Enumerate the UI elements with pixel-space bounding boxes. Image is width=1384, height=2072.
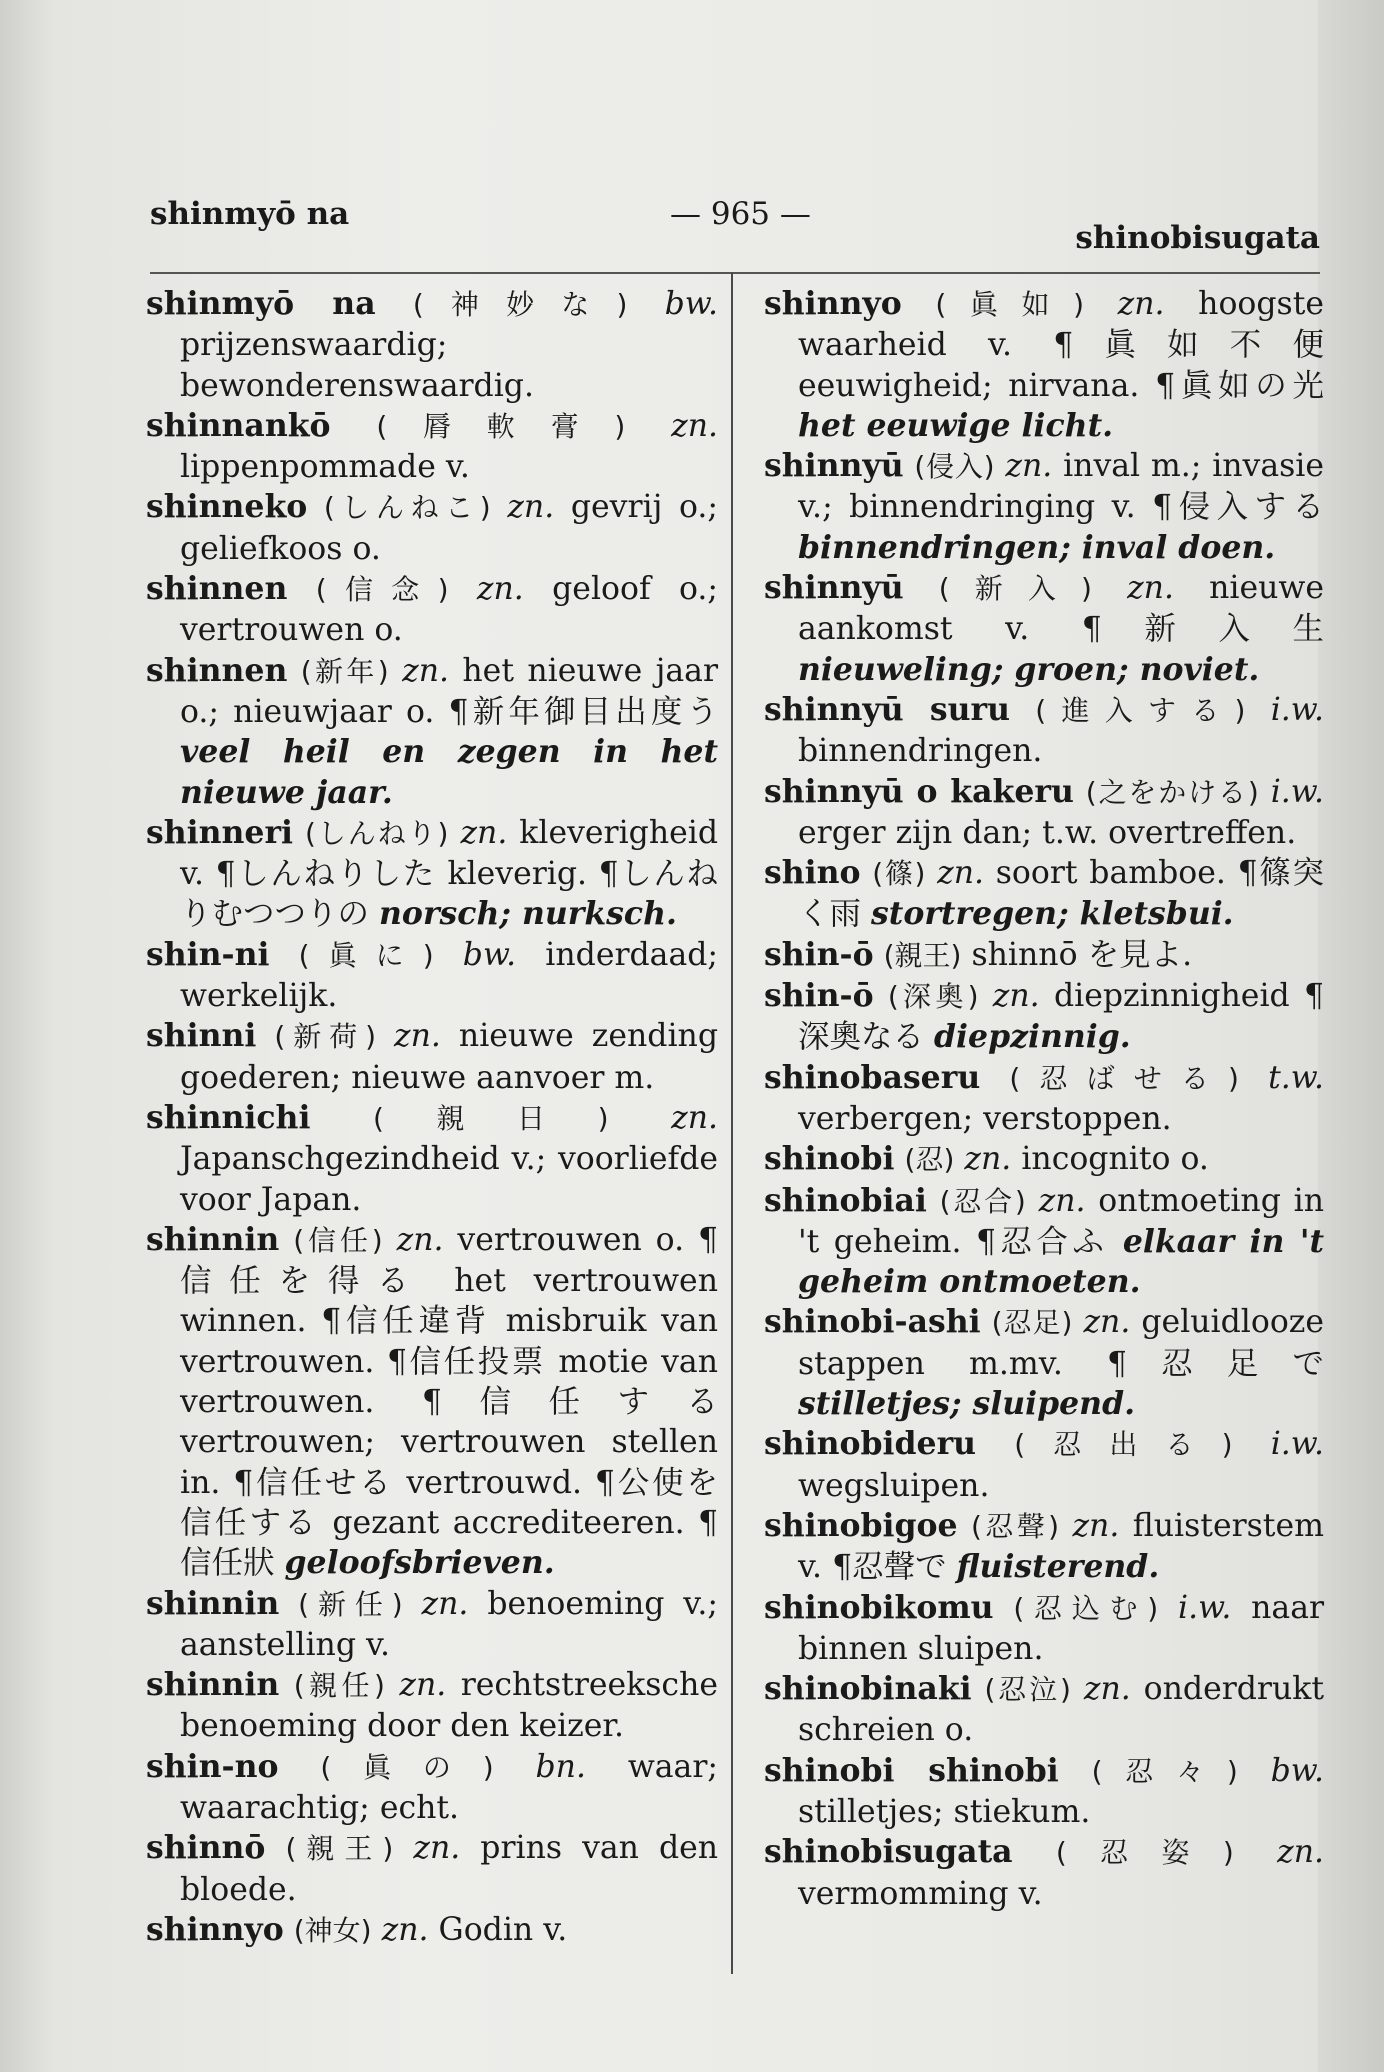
definition: onderdrukt schreien o. <box>798 1671 1325 1749</box>
example-translation: elkaar in 't geheim ontmoeten. <box>798 1222 1325 1301</box>
kanji-reading: (親日) <box>373 1101 609 1135</box>
headword: shinnankō <box>146 406 331 444</box>
definition: kleverigheid v. ¶しんねりした kleverig. ¶しんねりむつつりの <box>180 814 719 933</box>
definition: geluidlooze stappen m.mv. ¶忍足で <box>798 1304 1325 1382</box>
dictionary-entry <box>146 1016 718 1098</box>
headword: shinnen <box>146 651 288 689</box>
definition: rechtstreeksche benoeming door den keizer. <box>180 1667 718 1745</box>
header-rule <box>150 272 1320 274</box>
dictionary-entry <box>146 813 718 935</box>
example-translation: geloofsbrieven. <box>284 1544 555 1582</box>
headword: shinobinaki <box>764 1670 972 1708</box>
headword: shin-ō <box>764 935 874 973</box>
example-translation: stilletjes; sluipend. <box>798 1385 1136 1423</box>
page-number: — 965 — <box>670 196 811 232</box>
definition: inval m.; invasie v.; binnendringing v. ¶侵入する <box>798 448 1325 526</box>
dictionary-entry <box>146 1910 718 1951</box>
definition: wegsluipen. <box>798 1467 990 1504</box>
kanji-reading: (神妙な) <box>412 288 628 321</box>
dictionary-entry <box>764 1669 1324 1751</box>
dictionary-entry <box>764 690 1324 772</box>
headword: shinobikomu <box>764 1588 994 1626</box>
headword: shinobigoe <box>764 1506 958 1544</box>
headword: shinmyō na <box>146 285 376 322</box>
part-of-speech: zn. <box>1117 286 1165 322</box>
kanji-reading: (忍足) <box>991 1306 1073 1340</box>
definition: vermomming v. <box>798 1875 1043 1912</box>
kanji-reading: (進入する) <box>1035 693 1246 727</box>
part-of-speech: bw. <box>1270 1752 1325 1789</box>
kanji-reading: (親王) <box>285 1832 394 1866</box>
kanji-reading: (親任) <box>293 1669 385 1703</box>
part-of-speech: zn. <box>396 1221 444 1258</box>
kanji-reading: (信任) <box>293 1223 383 1257</box>
dictionary-entry <box>146 487 718 569</box>
dictionary-entry <box>146 406 718 488</box>
example-translation: diepzinnig. <box>934 1018 1131 1056</box>
part-of-speech: zn. <box>964 1141 1012 1178</box>
kanji-reading: (侵入) <box>914 450 995 484</box>
headword: shinnyū o kakeru <box>764 772 1074 810</box>
headword: shino <box>764 854 861 892</box>
headword: shinnō <box>146 1829 266 1867</box>
headword: shinobi <box>764 1140 895 1178</box>
kanji-reading: (しんねり) <box>304 816 449 850</box>
dictionary-entry <box>764 1139 1324 1180</box>
part-of-speech: zn. <box>399 1667 447 1704</box>
definition: benoeming v.; aanstelling v. <box>180 1585 718 1663</box>
part-of-speech: zn. <box>402 652 449 689</box>
dictionary-entry <box>146 651 718 813</box>
dictionary-entry <box>146 569 718 651</box>
dictionary-entry <box>146 1747 718 1829</box>
definition: shinnō を見よ. <box>971 936 1193 973</box>
kanji-reading: (しんねこ) <box>323 491 491 525</box>
kanji-reading: (眞如) <box>935 288 1085 321</box>
kanji-reading: (脣軟膏) <box>376 409 626 443</box>
part-of-speech: zn. <box>1072 1507 1120 1544</box>
definition: waar; waarachtig; echt. <box>180 1748 719 1826</box>
dictionary-entry <box>764 568 1324 690</box>
kanji-reading: (深奧) <box>887 980 979 1014</box>
definition: prins van den bloede. <box>180 1830 719 1908</box>
part-of-speech: zn. <box>507 489 555 526</box>
kanji-reading: (忍合) <box>939 1184 1026 1218</box>
part-of-speech: zn. <box>671 407 719 444</box>
kanji-reading: (忍) <box>904 1143 955 1177</box>
part-of-speech: zn. <box>421 1585 469 1622</box>
kanji-reading: (忍泣) <box>984 1673 1071 1707</box>
headword: shinnin <box>146 1584 280 1622</box>
definition: lippenpommade v. <box>180 449 470 486</box>
kanji-reading: (神女) <box>293 1913 372 1947</box>
headword: shin-no <box>146 1747 279 1785</box>
headword: shinnin <box>146 1220 280 1258</box>
headword: shinobaseru <box>764 1058 981 1096</box>
example-translation: veel heil en zegen in het nieuwe jaar. <box>180 733 718 811</box>
header-left-guideword: shinmyō na <box>150 196 350 232</box>
part-of-speech: zn. <box>1083 1671 1131 1708</box>
definition: het nieuwe jaar o.; nieuwjaar o. ¶新年御目出度う <box>180 652 719 730</box>
headword: shinobisugata <box>764 1833 1013 1871</box>
part-of-speech: zn. <box>1005 448 1053 485</box>
headword: shinnyū suru <box>764 690 1010 728</box>
headword: shinobi-ashi <box>764 1303 981 1341</box>
example-translation: fluisterend. <box>956 1548 1160 1586</box>
headword: shinneko <box>146 488 308 526</box>
headword: shin-ō <box>764 977 874 1015</box>
headword: shinobiai <box>764 1181 927 1219</box>
kanji-reading: (忍聲) <box>971 1509 1060 1543</box>
part-of-speech: zn. <box>1277 1834 1325 1871</box>
kanji-reading: (親王) <box>883 938 962 972</box>
part-of-speech: bn. <box>535 1748 586 1785</box>
dictionary-entry <box>146 1220 718 1584</box>
dictionary-entry <box>764 1058 1324 1140</box>
page-edge <box>1318 0 1384 2072</box>
example-translation: het eeuwige licht. <box>798 406 1114 444</box>
dictionary-entry <box>764 1751 1324 1833</box>
definition: prijzenswaardig; bewonderenswaardig. <box>180 327 534 404</box>
dictionary-entry <box>764 446 1324 568</box>
dictionary-entry <box>146 1828 718 1910</box>
headword: shinobideru <box>764 1425 977 1463</box>
kanji-reading: (新任) <box>298 1587 403 1621</box>
headword: shinnen <box>146 570 288 608</box>
header-right-guideword: shinobisugata <box>1075 220 1320 256</box>
part-of-speech: bw. <box>462 936 517 973</box>
example-translation: norsch; nurksch. <box>379 895 677 933</box>
part-of-speech: zn. <box>413 1830 461 1867</box>
definition: fluisterstem v. ¶忍聲で <box>798 1507 1324 1586</box>
part-of-speech: zn. <box>381 1911 429 1948</box>
headword: shinneri <box>146 813 294 851</box>
kanji-reading: (之をかける) <box>1085 775 1259 809</box>
definition: naar binnen sluipen. <box>798 1589 1325 1667</box>
part-of-speech: zn. <box>476 571 524 608</box>
dictionary-entry <box>146 1584 718 1666</box>
part-of-speech: i.w. <box>1270 1426 1325 1463</box>
kanji-reading: (新荷) <box>274 1020 377 1054</box>
dictionary-entry <box>764 1832 1324 1914</box>
dictionary-entry <box>146 935 718 1017</box>
part-of-speech: i.w. <box>1178 1589 1232 1626</box>
part-of-speech: zn. <box>1038 1182 1086 1219</box>
part-of-speech: bw. <box>664 286 718 322</box>
dictionary-entry <box>764 1506 1324 1588</box>
left-column <box>146 284 718 1951</box>
dictionary-entry <box>146 284 718 406</box>
example-translation: binnendringen; inval doen. <box>798 528 1276 566</box>
kanji-reading: (眞に) <box>298 938 434 972</box>
definition: vertrouwen o. ¶信任を得る het vertrouwen winnen. ¶信任違背 misbruik van vertrouwen. ¶信任投票 motie van vertrouwen. ¶信任する vertrouwen; vertrouwen stellen in. ¶信任せる vertrouwd. ¶公使を信任する gezant accrediteeren. ¶信任狀 <box>180 1221 719 1582</box>
kanji-reading: (信念) <box>315 573 449 607</box>
part-of-speech: i.w. <box>1270 773 1325 810</box>
part-of-speech: zn. <box>992 978 1040 1015</box>
dictionary-entry <box>764 853 1324 935</box>
example-translation: nieuweling; groen; noviet. <box>798 650 1260 688</box>
definition: incognito o. <box>1021 1141 1209 1178</box>
part-of-speech: i.w. <box>1270 691 1325 728</box>
definition: stilletjes; stiekum. <box>798 1793 1091 1830</box>
kanji-reading: (眞の) <box>320 1750 494 1784</box>
headword: shinnyo <box>146 1910 284 1948</box>
definition: Japanschgezindheid v.; voorliefde voor Japan. <box>180 1141 718 1218</box>
dictionary-entry <box>146 1665 718 1747</box>
kanji-reading: (忍出る) <box>1014 1428 1233 1462</box>
headword: shinnyū <box>764 569 904 607</box>
kanji-reading: (忍姿) <box>1055 1836 1234 1870</box>
dictionary-entry <box>764 1181 1324 1303</box>
definition: soort bamboe. ¶篠突く雨 <box>798 855 1324 933</box>
headword: shinnin <box>146 1666 280 1704</box>
dictionary-entry <box>146 1098 718 1220</box>
definition: hoogste waarheid v. ¶眞如不便 eeuwigheid; nirvana. ¶眞如の光 <box>798 286 1325 404</box>
definition: ontmoeting in 't geheim. ¶忍合ふ <box>798 1182 1324 1260</box>
headword: shinobi shinobi <box>764 1751 1059 1789</box>
definition: Godin v. <box>438 1911 568 1948</box>
headword: shinni <box>146 1017 257 1055</box>
part-of-speech: zn. <box>394 1018 441 1055</box>
dictionary-entry <box>764 1302 1324 1424</box>
dictionary-entry <box>764 772 1324 854</box>
headword: shin-ni <box>146 935 270 973</box>
definition: nieuwe zending goederen; nieuwe aanvoer m. <box>180 1018 718 1096</box>
kanji-reading: (忍ばせる) <box>1009 1061 1239 1095</box>
headword: shinnichi <box>146 1098 311 1136</box>
kanji-reading: (篠) <box>872 857 926 891</box>
definition: inderdaad; werkelijk. <box>180 936 719 1015</box>
part-of-speech: zn. <box>1083 1304 1131 1341</box>
dictionary-entry <box>764 1424 1324 1506</box>
definition: binnendringen. <box>798 733 1043 770</box>
kanji-reading: (新年) <box>300 654 389 688</box>
dictionary-entry <box>764 284 1324 446</box>
part-of-speech: zn. <box>1127 570 1174 607</box>
right-column <box>764 284 1324 1914</box>
definition: erger zijn dan; t.w. overtreffen. <box>798 814 1297 851</box>
part-of-speech: zn. <box>937 855 985 892</box>
dictionary-entry <box>764 976 1324 1058</box>
definition: diepzinnigheid ¶深奧なる <box>798 978 1324 1056</box>
part-of-speech: zn. <box>460 814 508 851</box>
definition: verbergen; verstoppen. <box>798 1100 1172 1137</box>
definition: nieuwe aankomst v. ¶新入生 <box>798 570 1324 648</box>
example-translation: stortregen; kletsbui. <box>871 895 1234 933</box>
kanji-reading: (新入) <box>938 572 1092 606</box>
part-of-speech: t.w. <box>1268 1059 1324 1096</box>
headword: shinnyo <box>764 285 902 322</box>
dictionary-entry <box>764 1588 1324 1670</box>
definition: geloof o.; vertrouwen o. <box>180 571 718 649</box>
part-of-speech: zn. <box>671 1099 719 1136</box>
kanji-reading: (忍込む) <box>1013 1591 1159 1625</box>
kanji-reading: (忍々) <box>1091 1754 1238 1788</box>
dictionary-entry <box>764 935 1324 976</box>
headword: shinnyū <box>764 447 904 485</box>
running-header <box>150 196 1320 256</box>
definition: gevrij o.; geliefkoos o. <box>180 489 718 567</box>
column-divider <box>731 272 733 1974</box>
